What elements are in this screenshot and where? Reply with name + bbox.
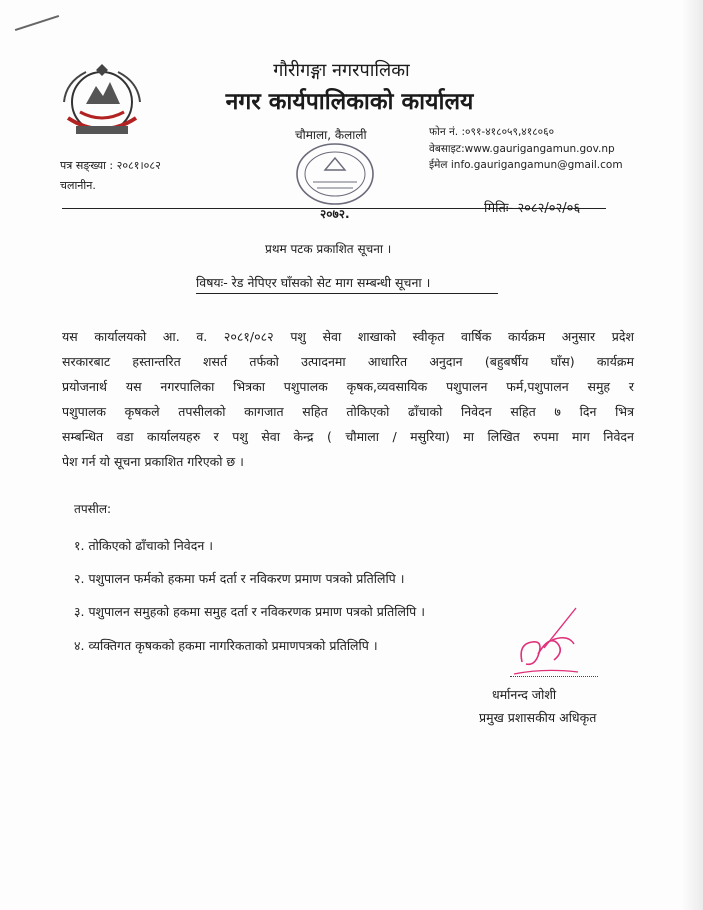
municipality-name: गौरीगङ्गा नगरपालिका [273, 60, 410, 81]
subject-line: विषयः- रेड नेपिएर घाँसको सेट माग सम्बन्धी सूचना । [196, 275, 431, 290]
list-item: १. तोकिएको ढाँचाको निवेदन । [74, 538, 214, 553]
signatory-title: प्रमुख प्रशासकीय अधिकृत [479, 710, 597, 725]
letter-number: पत्र सङ्ख्या : २०८१।०८२ [60, 159, 161, 172]
body-line: पेश गर्न यो सूचना प्रकाशित गरिएको छ । [62, 454, 244, 469]
dispatch-number: चलानीन. [60, 179, 96, 192]
dispatch-serial: २०७२. [320, 207, 350, 221]
scan-shadow-edge [681, 0, 703, 910]
website-link[interactable]: वेबसाइट:www.gaurigangamun.gov.np [429, 143, 615, 155]
attachments-title: तपसील: [74, 502, 112, 516]
letter-date: मितिः- २०८२/०२/०६ [484, 201, 581, 216]
list-item: ४. व्यक्तिगत कृषकको हकमा नागरिकताको प्रमाणपत्रको प्रतिलिपि । [74, 638, 378, 653]
body-line: पशुपालक कृषकले तपसीलको कागजात सहित तोकिएको ढाँचाको निवेदन सहित ७ दिन भित्र [62, 404, 634, 419]
body-line: यस कार्यालयको आ. व. २०८१/०८२ पशु सेवा शाखाको स्वीकृत वार्षिक कार्यक्रम अनुसार प्रदेश [62, 329, 634, 344]
office-title: नगर कार्यपालिकाको कार्यालय [225, 89, 474, 115]
signature-line [510, 676, 598, 677]
office-location: चौमाला, कैलाली [295, 128, 367, 142]
office-stamp-icon [293, 140, 377, 208]
list-item: ३. पशुपालन समुहको हकमा समुह दर्ता र नविकरणक प्रमाण पत्रको प्रतिलिपि । [74, 604, 425, 619]
signatory-name: धर्मानन्द जोशी [492, 687, 557, 702]
body-line: सरकारबाट हस्तान्तरित शसर्त तर्फको उत्पादनमा आधारित अनुदान (बहुबर्षीय घाँस) कार्यक्रम [62, 354, 634, 369]
scan-pen-mark [15, 15, 59, 31]
notice-label: प्रथम पटक प्रकाशित सूचना । [265, 242, 392, 256]
phone-number: फोन नं. :०९१-४१८०५९,४१८०६० [429, 126, 555, 138]
signature-icon [508, 604, 582, 680]
body-line: प्रयोजनार्थ यस नगरपालिका भित्रका पशुपालक कृषक,व्यवसायिक पशुपालन फर्म,पशुपालन समुह र [62, 379, 634, 394]
body-line: सम्बन्धित वडा कार्यालयहरु र पशु सेवा केन्द्र ( चौमाला / मसुरिया) मा लिखित रुपमा माग निवेदन [62, 429, 634, 444]
notice-body [62, 324, 634, 474]
subject-underline [196, 293, 498, 294]
email-link[interactable]: ईमेल info.gaurigangamun@gmail.com [429, 159, 623, 171]
list-item: २. पशुपालन फर्मको हकमा फर्म दर्ता र नविकरण प्रमाण पत्रको प्रतिलिपि । [74, 571, 405, 586]
